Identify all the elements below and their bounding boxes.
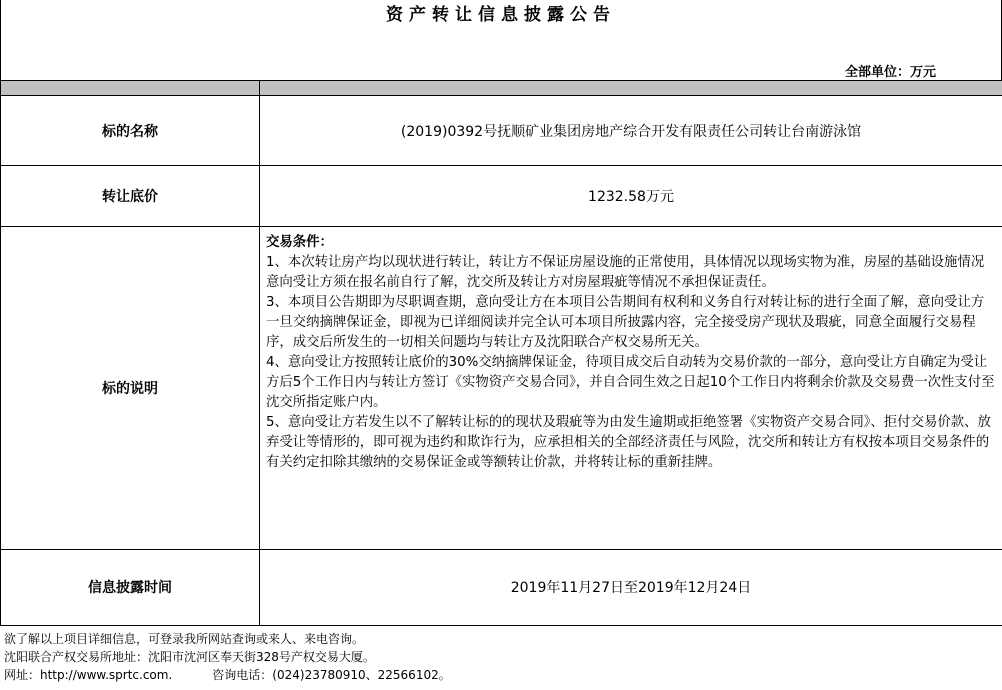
subject-name-label: 标的名称 xyxy=(1,96,260,166)
clause-5: 5、意向受让方若发生以不了解转让标的的现状及瑕疵等为由发生逾期或拒绝签署《实物资产交易合同》、拒付交易价款、放弃受让等情形的，即可视为违约和欺诈行为，应承担相关的全部经济责任与风险，沈交所和转让方有权按本项目交易条件的有关约定扣除其缴纳的交易保证金或等额转让价款，并将转让标的重新挂牌。 xyxy=(266,414,991,470)
clause-1: 1、本次转让房产均以现状进行转让，转让方不保证房屋设施的正常使用，具体情况以现场实物为准，房屋的基础设施情况意向受让方须在报名前自行了解，沈交所及转让方对房屋瑕疵等情况不承担保证责任。 xyxy=(266,254,985,290)
footer-address-line: 沈阳联合产权交易所地址：沈阳市沈河区奉天街328号产权交易大厦。 xyxy=(4,650,375,664)
disclosure-table xyxy=(0,80,1002,626)
page-title: 资产转让信息披露公告 xyxy=(386,5,616,25)
disclosure-period-value: 2019年11月27日至2019年12月24日 xyxy=(260,549,1002,625)
description-content xyxy=(260,226,1002,549)
header-band xyxy=(1,81,1002,96)
header-band-left xyxy=(1,81,260,96)
unit-label: 全部单位：万元 xyxy=(844,65,936,80)
description-label: 标的说明 xyxy=(1,226,260,549)
conditions-heading: 交易条件： xyxy=(266,234,333,250)
row-description xyxy=(1,226,1002,549)
footer-info-line: 欲了解以上项目详细信息，可登录我所网站查询或来人、来电咨询。 xyxy=(4,632,365,646)
transfer-price-value: 1232.58万元 xyxy=(260,166,1002,226)
header-band-right xyxy=(260,81,1002,96)
footer-phone: 咨询电话：(024)23780910、22566102。 xyxy=(212,668,451,682)
row-transfer-price xyxy=(1,166,1002,226)
footer-contact-line xyxy=(4,666,451,684)
row-subject-name xyxy=(1,96,1002,166)
transfer-price-label: 转让底价 xyxy=(1,166,260,226)
row-disclosure-period xyxy=(1,549,1002,625)
footer xyxy=(4,630,451,684)
footer-website: 网址：http://www.sprtc.com. xyxy=(4,668,173,682)
disclosure-period-label: 信息披露时间 xyxy=(1,549,260,625)
clause-3: 3、本项目公告期即为尽职调查期，意向受让方在本项目公告期间有权利和义务自行对转让标的进行全面了解，意向受让方一旦交纳摘牌保证金，即视为已详细阅读并完全认可本项目所披露内容，完全接受房产现状及瑕疵，同意全面履行交易程序，成交后所发生的一切相关问题均与转让方及沈阳联合产权交易所无关。 xyxy=(266,294,985,350)
subject-name-value: (2019)0392号抚顺矿业集团房地产综合开发有限责任公司转让台南游泳馆 xyxy=(260,96,1002,166)
clause-4: 4、意向受让方按照转让底价的30%交纳摘牌保证金，待项目成交后自动转为交易价款的一部分，意向受让方自确定为受让方后5个工作日内与转让方签订《实物资产交易合同》，并自合同生效之日起10个工作日内将剩余价款及交易费一次性支付至沈交所指定账户内。 xyxy=(266,354,995,410)
